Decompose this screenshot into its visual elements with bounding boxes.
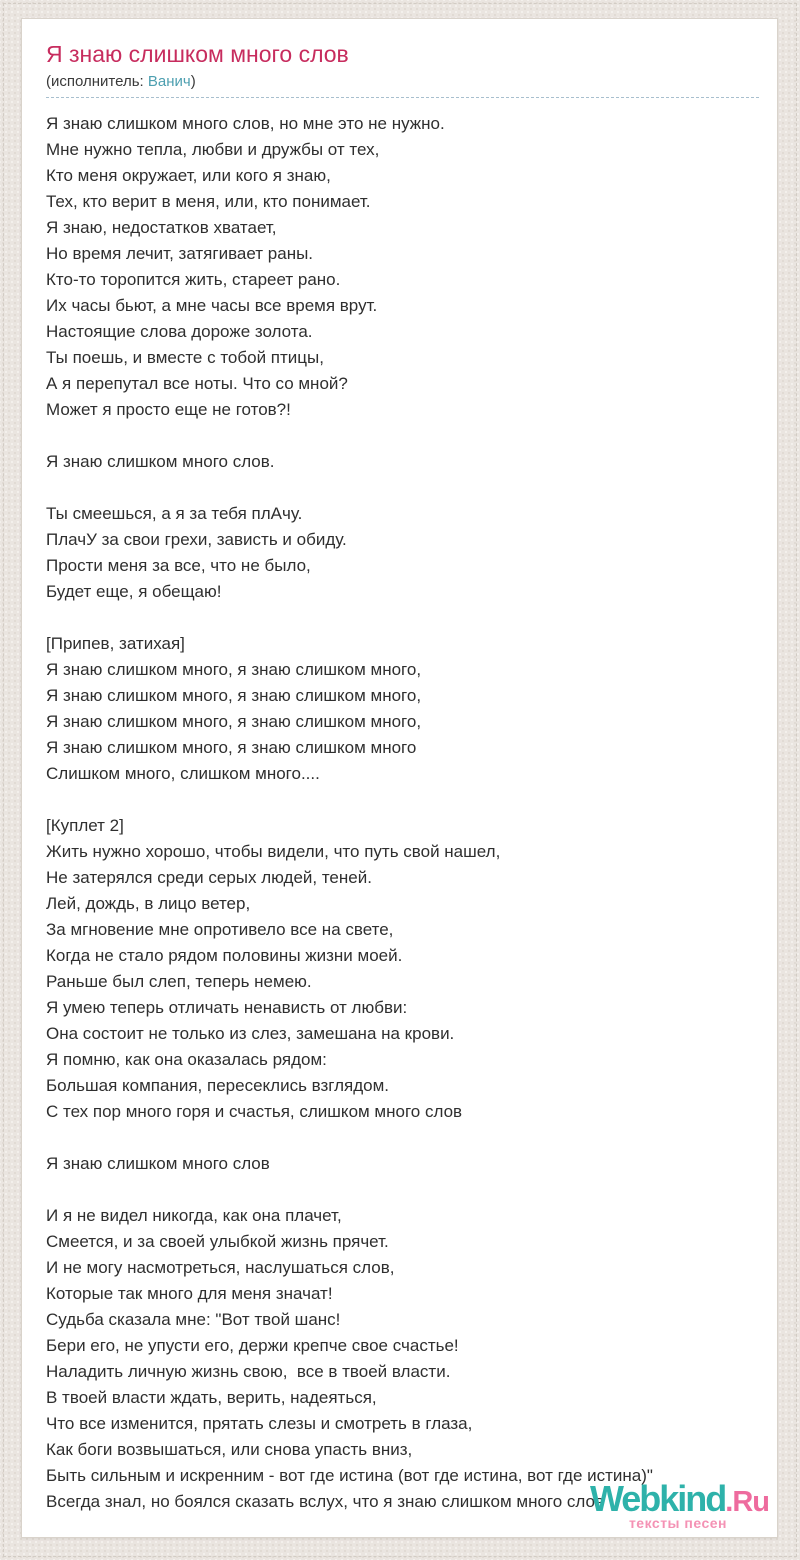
page-title: Я знаю слишком много слов	[46, 41, 349, 67]
lyric-line: В твоей власти ждать, верить, надеяться,	[46, 1388, 377, 1407]
lyric-line: Но время лечит, затягивает раны.	[46, 244, 314, 263]
lyric-line: И не могу насмотреться, наслушаться слов,	[46, 1258, 395, 1277]
logo-webkind-text: Webkind	[589, 1478, 726, 1519]
lyric-line: Мне нужно тепла, любви и дружбы от тех,	[46, 140, 380, 159]
lyric-line: Не затерялся среди серых людей, теней.	[46, 868, 372, 887]
lyric-line: Может я просто еще не готов?!	[46, 400, 291, 419]
blank-line	[46, 605, 759, 631]
lyric-line: Будет еще, я обещаю!	[46, 582, 222, 601]
lyric-line: Я знаю слишком много, я знаю слишком много	[46, 738, 417, 757]
dotted-separator	[46, 97, 759, 98]
blank-line	[46, 787, 759, 813]
artist-link[interactable]: Ванич	[147, 73, 191, 90]
lyric-line: Судьба сказала мне: "Вот твой шанс!	[46, 1310, 341, 1329]
lyric-line: Кто-то торопится жить, стареет рано.	[46, 270, 341, 289]
lyric-line: А я перепутал все ноты. Что со мной?	[46, 374, 348, 393]
artist-suffix: )	[190, 73, 196, 90]
lyric-line: Которые так много для меня значат!	[46, 1284, 333, 1303]
lyric-line: Настоящие слова дороже золота.	[46, 322, 313, 341]
lyric-line: [Куплет 2]	[46, 816, 124, 835]
lyric-line: Я знаю, недостатков хватает,	[46, 218, 277, 237]
artist-prefix: (исполнитель:	[46, 73, 148, 90]
lyric-line: Тех, кто верит в меня, или, кто понимает.	[46, 192, 371, 211]
lyric-line: Что все изменится, прятать слезы и смотреть в глаза,	[46, 1414, 473, 1433]
lyric-line: Я знаю слишком много, я знаю слишком много,	[46, 660, 422, 679]
lyric-line: Большая компания, пересеклись взглядом.	[46, 1076, 390, 1095]
lyric-line: [Припев, затихая]	[46, 634, 185, 653]
blank-line	[46, 475, 759, 501]
lyric-line: Наладить личную жизнь свою, все в твоей власти.	[46, 1362, 451, 1381]
lyric-line: Я знаю слишком много слов	[46, 1154, 270, 1173]
lyric-line: Я умею теперь отличать ненависть от любви:	[46, 998, 408, 1017]
lyric-line: Кто меня окружает, или кого я знаю,	[46, 166, 331, 185]
artist-line	[46, 73, 759, 90]
lyric-line: Лей, дождь, в лицо ветер,	[46, 894, 251, 913]
lyric-line: Прости меня за все, что не было,	[46, 556, 311, 575]
lyric-line: Смеется, и за своей улыбкой жизнь прячет.	[46, 1232, 389, 1251]
webkind-logo[interactable]	[589, 1478, 769, 1531]
lyric-line: Ты смеешься, а я за тебя плАчу.	[46, 504, 303, 523]
lyric-line: Я знаю слишком много, я знаю слишком много,	[46, 686, 422, 705]
lyric-line: Раньше был слеп, теперь немею.	[46, 972, 312, 991]
logo-wordmark	[589, 1478, 769, 1519]
logo-tagline: тексты песен	[628, 1515, 727, 1531]
lyric-line: Она состоит не только из слез, замешана на крови.	[46, 1024, 455, 1043]
lyric-line: Когда не стало рядом половины жизни моей.	[46, 946, 403, 965]
lyric-line: Слишком много, слишком много....	[46, 764, 320, 783]
blank-line	[46, 1177, 759, 1203]
lyric-line: Я знаю слишком много слов.	[46, 452, 275, 471]
blank-line	[46, 423, 759, 449]
lyrics-text	[46, 111, 759, 1515]
lyric-line: Я знаю слишком много слов, но мне это не нужно.	[46, 114, 445, 133]
lyric-line: За мгновение мне опротивело все на свете,	[46, 920, 394, 939]
lyric-line: Я помню, как она оказалась рядом:	[46, 1050, 327, 1069]
lyric-line: И я не видел никогда, как она плачет,	[46, 1206, 342, 1225]
lyric-line: Всегда знал, но боялся сказать вслух, что я знаю слишком много слов	[46, 1492, 605, 1511]
lyric-line: Ты поешь, и вместе с тобой птицы,	[46, 348, 324, 367]
lyric-line: ПлачУ за свои грехи, зависть и обиду.	[46, 530, 347, 549]
lyric-line: Их часы бьют, а мне часы все время врут.	[46, 296, 378, 315]
lyric-line: Бери его, не упусти его, держи крепче свое счастье!	[46, 1336, 459, 1355]
lyric-line: Жить нужно хорошо, чтобы видели, что путь свой нашел,	[46, 842, 501, 861]
logo-ru-text: .Ru	[725, 1486, 769, 1518]
lyric-line: Как боги возвышаться, или снова упасть вниз,	[46, 1440, 413, 1459]
lyric-line: С тех пор много горя и счастья, слишком много слов	[46, 1102, 463, 1121]
lyric-line: Быть сильным и искренним - вот где истина (вот где истина, вот где истина)"	[46, 1466, 653, 1485]
blank-line	[46, 1125, 759, 1151]
lyrics-card	[21, 18, 778, 1538]
lyric-line: Я знаю слишком много, я знаю слишком много,	[46, 712, 422, 731]
